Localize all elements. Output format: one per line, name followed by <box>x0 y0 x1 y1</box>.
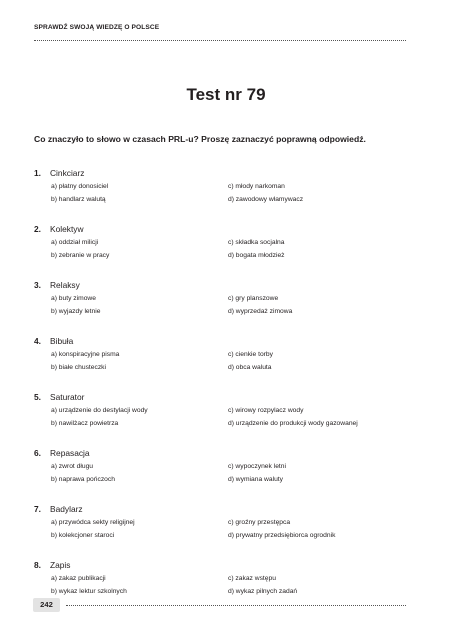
answer-option-a[interactable]: a) zakaz publikacji <box>51 575 106 582</box>
answer-options <box>34 180 414 210</box>
answer-options <box>34 292 414 322</box>
question-word: Cinkciarz <box>50 168 85 178</box>
question-number: 4. <box>34 336 41 346</box>
answer-option-d[interactable]: d) wymiana waluty <box>228 476 284 483</box>
question-heading <box>34 390 414 404</box>
answer-option-a[interactable]: a) oddział milicji <box>51 239 99 246</box>
answer-option-c[interactable]: c) młody narkoman <box>228 183 285 190</box>
answer-option-c[interactable]: c) gry planszowe <box>228 295 279 302</box>
question-heading <box>34 446 414 460</box>
question-heading <box>34 502 414 516</box>
question-heading <box>34 166 414 180</box>
question-number: 5. <box>34 392 41 402</box>
answer-option-a[interactable]: a) buty zimowe <box>51 295 96 302</box>
question-item <box>34 334 414 378</box>
answer-option-b[interactable]: b) zebranie w pracy <box>51 252 110 259</box>
question-item <box>34 446 414 490</box>
answer-options <box>34 572 414 602</box>
answer-option-c[interactable]: c) groźny przestępca <box>228 519 291 526</box>
footer-divider <box>66 605 406 606</box>
question-item <box>34 558 414 602</box>
question-item <box>34 166 414 210</box>
answer-option-a[interactable]: a) płatny donosiciel <box>51 183 109 190</box>
question-heading <box>34 558 414 572</box>
question-heading <box>34 278 414 292</box>
answer-option-d[interactable]: d) wykaz pilnych zadań <box>228 588 298 595</box>
answer-option-b[interactable]: b) nawilżacz powietrza <box>51 420 119 427</box>
answer-options <box>34 460 414 490</box>
answer-option-a[interactable]: a) urządzenie do destylacji wody <box>51 407 148 414</box>
header-divider <box>34 40 406 41</box>
page-number: 242 <box>33 598 60 612</box>
answer-options <box>34 348 414 378</box>
question-number: 1. <box>34 168 41 178</box>
answer-option-b[interactable]: b) kolekcjoner staroci <box>51 532 115 539</box>
question-heading <box>34 222 414 236</box>
answer-option-d[interactable]: d) bogata młodzież <box>228 252 285 259</box>
answer-option-b[interactable]: b) wykaz lektur szkolnych <box>51 588 127 595</box>
question-number: 6. <box>34 448 41 458</box>
answer-option-a[interactable]: a) przywódca sekty religijnej <box>51 519 135 526</box>
answer-option-a[interactable]: a) konspiracyjne pisma <box>51 351 120 358</box>
question-item <box>34 222 414 266</box>
answer-option-b[interactable]: b) handlarz walutą <box>51 196 106 203</box>
answer-option-c[interactable]: c) wirowy rozpylacz wody <box>228 407 304 414</box>
question-word: Relaksy <box>50 280 80 290</box>
answer-option-b[interactable]: b) wyjazdy letnie <box>51 308 101 315</box>
question-word: Kolektyw <box>50 224 84 234</box>
answer-option-d[interactable]: d) prywatny przedsiębiorca ogrodnik <box>228 532 336 539</box>
page-title: Test nr 79 <box>186 85 266 104</box>
question-item <box>34 278 414 322</box>
answer-option-d[interactable]: d) obca waluta <box>228 364 272 371</box>
answer-option-b[interactable]: b) białe chusteczki <box>51 364 107 371</box>
question-number: 8. <box>34 560 41 570</box>
instruction-text: Co znaczyło to słowo w czasach PRL-u? Proszę zaznaczyć poprawną odpowiedź. <box>34 134 366 144</box>
answer-option-c[interactable]: c) składka socjalna <box>228 239 285 246</box>
question-number: 7. <box>34 504 41 514</box>
question-heading <box>34 334 414 348</box>
answer-option-b[interactable]: b) naprawa pończoch <box>51 476 115 483</box>
answer-options <box>34 516 414 546</box>
question-number: 3. <box>34 280 41 290</box>
question-number: 2. <box>34 224 41 234</box>
answer-option-c[interactable]: c) cienkie torby <box>228 351 273 358</box>
question-word: Zapis <box>50 560 71 570</box>
answer-option-d[interactable]: d) wyprzedaż zimowa <box>228 308 293 315</box>
answer-option-d[interactable]: d) zawodowy włamywacz <box>228 196 304 203</box>
question-item <box>34 390 414 434</box>
answer-option-c[interactable]: c) wypoczynek letni <box>228 463 286 470</box>
question-word: Repasacja <box>50 448 90 458</box>
section-header: SPRAWDŹ SWOJĄ WIEDZĘ O POLSCE <box>34 24 160 31</box>
question-word: Bibuła <box>50 336 74 346</box>
answer-option-c[interactable]: c) zakaz wstępu <box>228 575 276 582</box>
answer-options <box>34 404 414 434</box>
question-item <box>34 502 414 546</box>
question-word: Badylarz <box>50 504 83 514</box>
question-word: Saturator <box>50 392 85 402</box>
answer-option-a[interactable]: a) zwrot długu <box>51 463 94 470</box>
answer-option-d[interactable]: d) urządzenie do produkcji wody gazowanej <box>228 420 358 427</box>
answer-options <box>34 236 414 266</box>
